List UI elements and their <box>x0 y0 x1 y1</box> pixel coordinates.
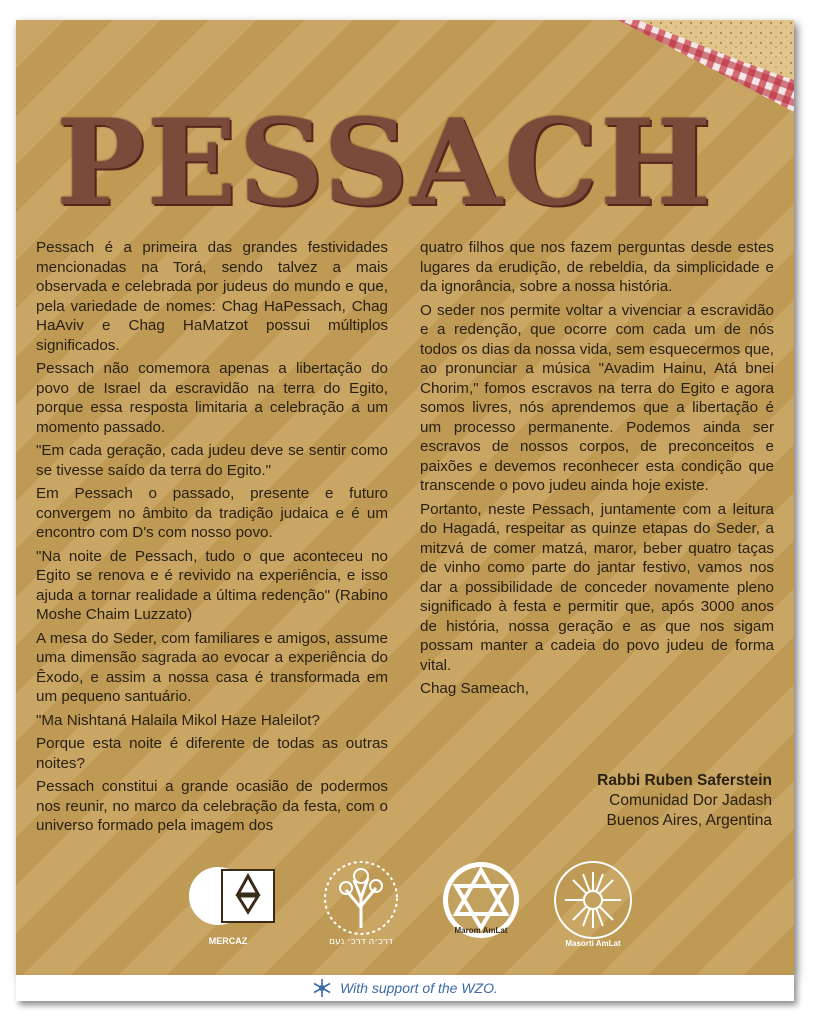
paragraph: Pessach constitui a grande ocasião de podermos nos reunir, no marco da celebração da festa, com o universo formado pela imagem dos <box>36 778 388 834</box>
paragraph: Pessach não comemora apenas a libertação do povo de Israel da escravidão na terra do Egito, porque essa resposta limitaria a celebração a um momento passado. <box>36 360 388 436</box>
signature-place: Buenos Aires, Argentina <box>606 812 772 829</box>
paragraph: quatro filhos que nos fazem perguntas desde estes lugares da erudição, de rebeldia, da simplicidade e da ignorância, sobre a nossa história. <box>420 239 774 295</box>
footer-text: With support of the WZO. <box>340 980 498 996</box>
page-title: PESSACH <box>56 93 714 232</box>
paragraph: "Na noite de Pessach, tudo o que aconteceu no Egito se renova e é revivido na experiência, e isso ajuda a tornar realidade a última redenção" (Rabino Moshe Chaim Luzzato) <box>36 547 388 623</box>
paragraph: Portanto, neste Pessach, juntamente com a leitura do Hagadá, respeitar as quinze etapas do Seder, a mitzvá de comer matzá, maror, beber quatro taças de vinho como parte do jantar festivo, vamos nos dar a possibilidade de conceder novamente pleno significado à festa e permitir que, após 3000 anos de história, nossa geração e as que nos sigam possam manter a cadeia do povo judeu de forma vital. <box>420 500 774 674</box>
paragraph: "Ma Nishtaná Halaila Mikol Haze Haleilot? <box>36 711 320 729</box>
paragraph: Porque esta noite é diferente de todas as outras noites? <box>36 735 388 772</box>
tree-logo <box>316 858 406 950</box>
paragraph: Chag Sameach, <box>420 680 529 697</box>
logo-label: MERCAZ <box>208 936 248 946</box>
wzo-snowflake-icon <box>312 978 332 998</box>
logo-row <box>180 858 640 950</box>
logo-label: דרכ׳ה דרכ׳ נעם <box>329 937 393 947</box>
footer-support <box>16 975 794 1001</box>
paragraph: O seder nos permite voltar a vivenciar a escravidão e a redenção, que ocorre com cada um de nós todos os dias da nossa vida, sem esquecermos que, ao pronunciar a música "Avadim Hainu, Atá bnei Chorim," fomos escravos na terra do Egito e agora somos livres, nós aprendemos que a libertação é um processo permanente. Podemos ainda ser escravos de nossos corpos, de preconceitos e paixões e devemos reconhecer esta condição que transcende o povo judeu ainda hoje existe. <box>420 301 774 494</box>
paragraph: A mesa do Seder, com familiares e amigos, assume uma dimensão sagrada ao evocar a experiência do Êxodo, e assim a nossa casa é transformada em um pequeno santuário. <box>36 629 388 705</box>
mercaz-star-logo <box>180 858 280 950</box>
signature-block <box>597 771 772 831</box>
right-text-column <box>420 238 774 703</box>
paragraph: "Em cada geração, cada judeu deve se sentir como se tivesse saído da terra do Egito." <box>36 442 388 479</box>
paragraph: Pessach é a primeira das grandes festividades mencionadas na Torá, sendo talvez a mais observada e celebrada por judeus do mundo e que, pela variedade de nomes: Chag HaPessach, Chag HaAviv e Chag HaMatzot possui múltiplos significados. <box>36 239 388 354</box>
marom-star-logo <box>436 858 526 950</box>
signature-org: Comunidad Dor Jadash <box>609 792 772 809</box>
signature-name: Rabbi Ruben Saferstein <box>597 772 772 789</box>
left-text-column <box>36 238 388 840</box>
masorti-sun-logo <box>548 858 638 950</box>
logo-label: Masorti AmLat <box>565 939 621 948</box>
logo-label: Marom AmLat <box>454 926 508 935</box>
paragraph: Em Pessach o passado, presente e futuro convergem no âmbito da tradição judaica e é um encontro com D's com nosso povo. <box>36 485 388 541</box>
